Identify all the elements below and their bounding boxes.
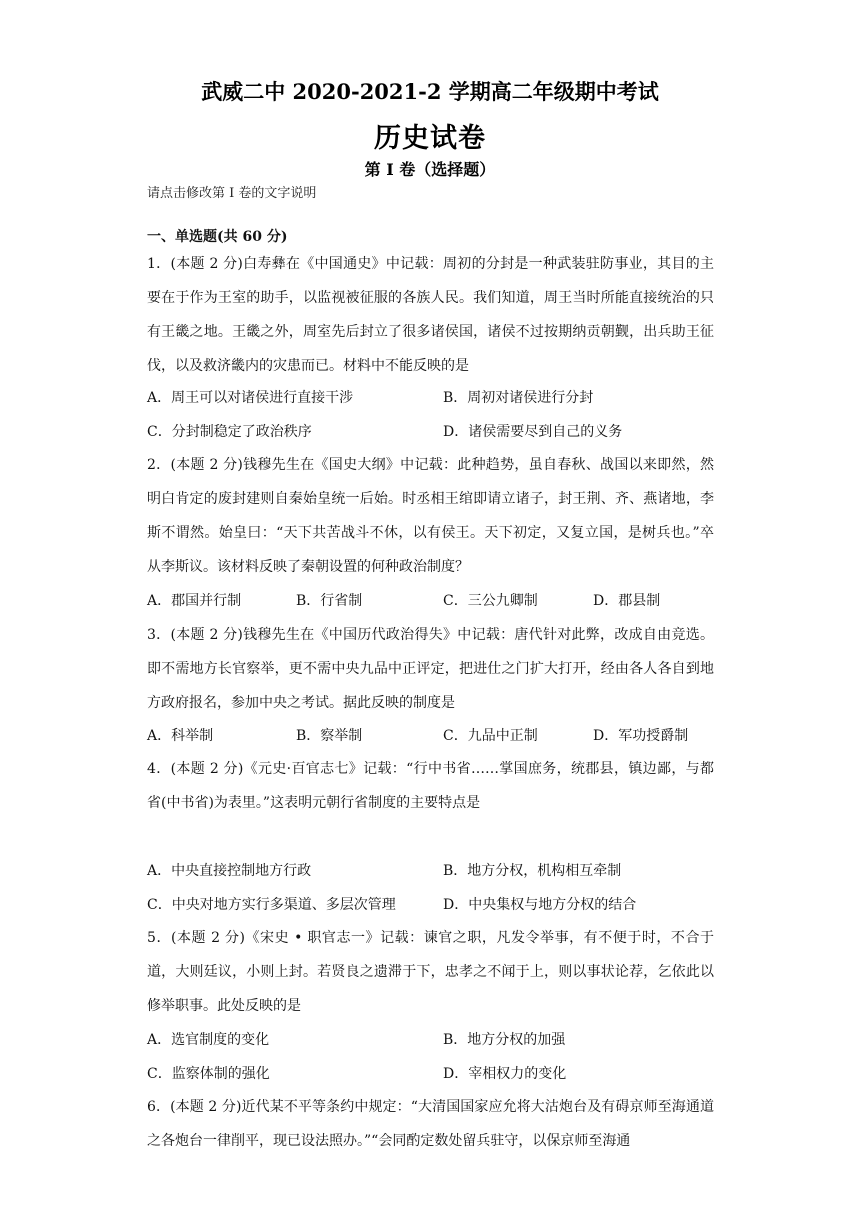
question-5-option-d: D．宰相权力的变化 [443,1066,567,1082]
question-2-option-b: B．行省制 [296,593,363,609]
volume-title: 第 I 卷（选择题） [364,160,496,179]
question-2-option-a: A．郡国并行制 [147,593,242,609]
question-4-option-b: B．地方分权，机构相互牵制 [443,863,622,879]
question-4-option-a: A．中央直接控制地方行政 [147,863,312,879]
question-1-option-b: B．周初对诸侯进行分封 [443,390,594,406]
question-2-stem: 2．(本题 2 分)钱穆先生在《国史大纲》中记载：此种趋势，虽自春秋、战国以来即然，然明白肯定的废封建则自秦始皇统一后始。时丞相王绾即请立诸子，封王荆、齐、燕诸地，李斯不谓然。始皇曰：“天下共苦战斗不休，以有侯王。天下初定，又复立国，是树兵也。”卒从李斯议。该材料反映了秦朝设置的何种政治制度？ [147,457,714,575]
question-2-option-c: C．三公九卿制 [443,593,538,609]
question-4-stem: 4．(本题 2 分)《元史·百官志七》记载：“行中书省……掌国庶务，统郡县，镇边鄙，与都省(中书省)为表里。”这表明元朝行省制度的主要特点是 [147,761,714,811]
question-5-option-a: A．选官制度的变化 [147,1032,270,1048]
question-3-option-b: B．察举制 [296,728,363,744]
question-1-option-d: D．诸侯需要尽到自己的义务 [443,424,623,440]
exam-title: 武威二中 2020-2021-2 学期高二年级期中考试 [201,79,659,104]
section-heading: 一、单选题(共 60 分) [147,229,288,245]
question-3-stem: 3．(本题 2 分)钱穆先生在《中国历代政治得失》中记载：唐代针对此弊，改成自由竞选。即不需地方长官察举，更不需中央九品中正评定，把进仕之门扩大打开，经由各人各自到地方政府报名，参加中央之考试。据此反映的制度是 [147,627,714,711]
question-5-option-c: C．监察体制的强化 [147,1066,270,1082]
question-4-option-d: D．中央集权与地方分权的结合 [443,897,637,913]
question-1-option-a: A．周王可以对诸侯进行直接干涉 [147,390,354,406]
question-5-option-b: B．地方分权的加强 [443,1032,566,1048]
question-4-option-c: C．中央对地方实行多渠道、多层次管理 [147,897,396,913]
question-6-stem: 6．(本题 2 分)近代某不平等条约中规定：“大清国国家应允将大沽炮台及有碍京师至海通道之各炮台一律削平，现已设法照办。”“会同酌定数处留兵驻守，以保京师至海通 [147,1099,714,1149]
subject-title: 历史试卷 [374,123,486,154]
volume-note: 请点击修改第 I 卷的文字说明 [147,186,317,201]
question-3-option-a: A．科举制 [147,728,214,744]
question-3-option-d: D．军功授爵制 [593,728,689,744]
question-2-option-d: D．郡县制 [593,593,661,609]
question-3-option-c: C．九品中正制 [443,728,538,744]
question-1-stem: 1．(本题 2 分)白寿彝在《中国通史》中记载：周初的分封是一种武装驻防事业，其目的主要在于作为王室的助手，以监视被征服的各族人民。我们知道，周王当时所能直接统治的只有王畿之地。王畿之外，周室先后封立了很多诸侯国，诸侯不过按期纳贡朝觐，出兵助王征伐，以及救济畿内的灾患而已。材料中不能反映的是 [147,256,714,374]
question-1-option-c: C．分封制稳定了政治秩序 [147,424,312,440]
question-5-stem: 5．(本题 2 分)《宋史 • 职官志一》记载：谏官之职，凡发令举事，有不便于时，不合于道，大则廷议，小则上封。若贤良之遗滞于下，忠孝之不闻于上，则以事状论荐，乞依此以修举职事。此处反映的是 [147,930,714,1014]
